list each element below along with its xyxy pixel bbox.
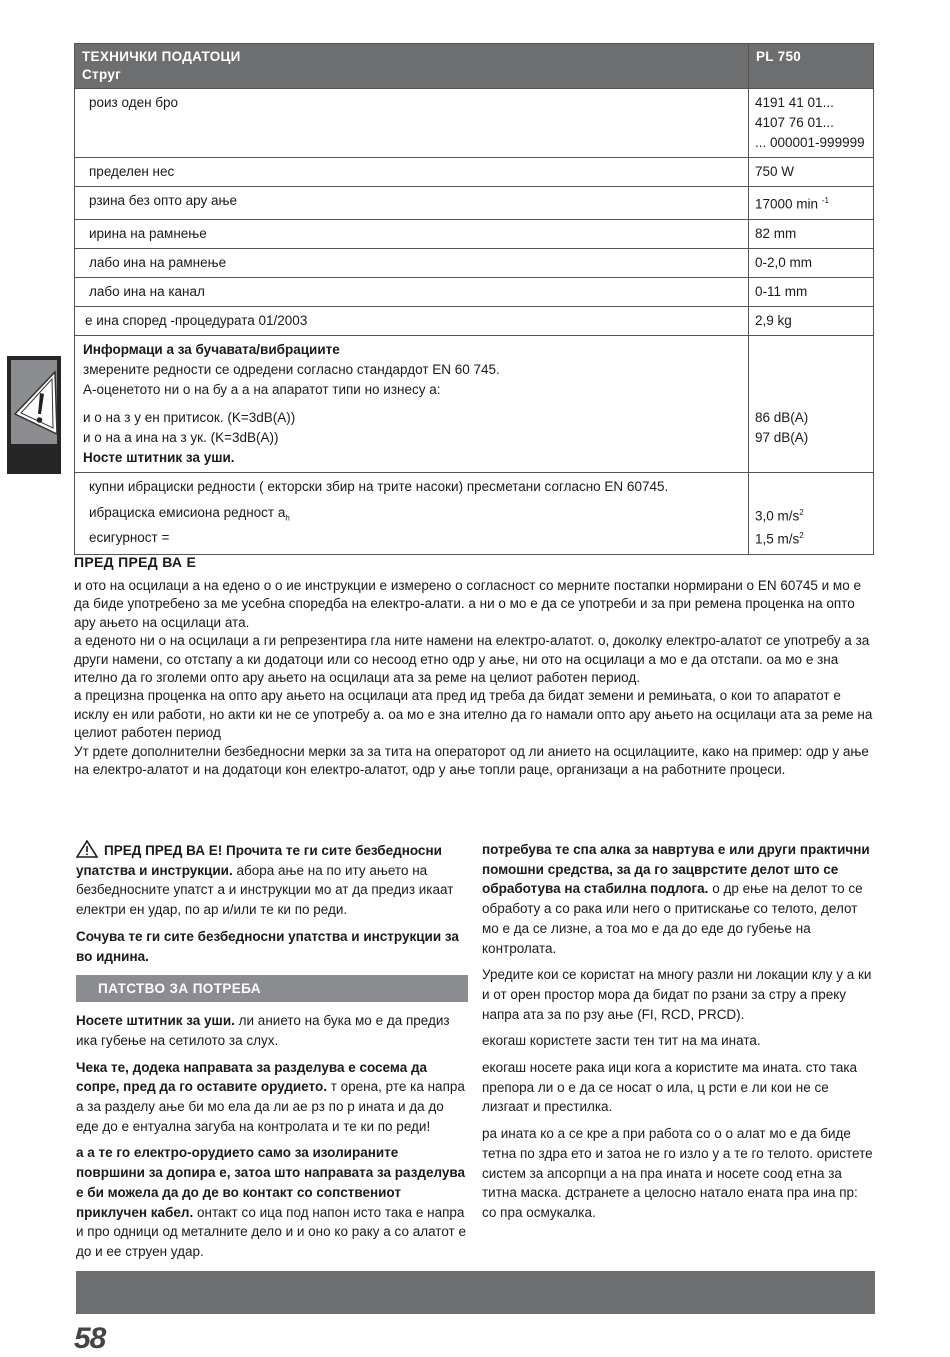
safety-warning-paragraph xyxy=(76,840,468,920)
warning-triangle-icon xyxy=(11,370,61,436)
warning-icon xyxy=(76,840,98,858)
row-value: 2,9 kg xyxy=(749,306,874,335)
uncertainty-value: 1,5 $m/s^2$ xyxy=(755,531,804,547)
instruction-paragraph: екогаш носете рака ици кога а користите ма ината. сто така препора ли о е да се носат о ила, ц рсти е ли кои не се лизгаат и престилка. xyxy=(482,1060,858,1115)
vibration-info-cell xyxy=(75,472,749,554)
warning-body xyxy=(74,577,874,779)
row-label: ирина на рамнење xyxy=(75,219,749,248)
sound-power-value: 97 dB(A) xyxy=(755,429,809,445)
sound-pressure-label: и о на з у ен притисок. (K=3dB(A)) xyxy=(83,409,296,425)
instruction-paragraph: а а те го електро-орудието само за изолираните површини за допира е, затоа што направата за разделува е би можела да до де во контакт со сопствениот приклучен кабел. онтакт со ица под напон исто така е напра и про одници од металните дело и и оно ко раку а со алатот е до и ее струен удар. xyxy=(76,1145,466,1259)
sound-pressure-value: 86 dB(A) xyxy=(755,409,809,425)
table-header-cell xyxy=(75,44,749,89)
row-label: е ина според -процедурата 01/2003 xyxy=(75,306,749,335)
vibration-total-text: купни ибрациски редности ( екторски збир на трите насоки) пресметани согласно EN 60745. xyxy=(89,478,669,494)
usage-instructions-header: ПАТСТВО ЗА ПОТРЕБА xyxy=(76,975,468,1002)
warning-paragraph: а прецизна проценка на опто ару ањето на осцилаци ата пред ид треба да бидат земени и ремињата, о кои то апаратот е исклу ен или работи, но акти ки не се употребу а. оа мо е зна ително да го намали опто ару ањето на осцилаци ата за реме на целиот работен период xyxy=(74,688,873,741)
product-number: 4107 76 01... xyxy=(755,115,834,130)
row-value: 82 mm xyxy=(749,219,874,248)
vibration-emission-value: 3,0 $m/s^2$ xyxy=(755,507,804,523)
row-label: рзина без опто ару ање xyxy=(75,187,749,220)
row-value xyxy=(749,187,874,220)
vibration-emission-label: ибрациска емисиона редност $a_h$ xyxy=(89,504,290,523)
ear-protection-note: Носте штитник за уши. xyxy=(83,449,235,465)
table-row xyxy=(75,158,874,187)
table-row xyxy=(75,219,874,248)
speed-value: 17000 min xyxy=(755,196,819,212)
left-column xyxy=(76,840,468,1269)
warning-heading: ПРЕД ПРЕД ВА Е xyxy=(74,554,197,570)
right-column xyxy=(482,840,874,1230)
keep-instructions-note: Сочува те ги сите безбедносни упатства и инструкции за во иднина. xyxy=(76,928,459,964)
instruction-paragraph: потребува те спа алка за навртува е или други практични помошни средства, за да го зацврстите делот што се обработува на стабилна подлога. о др ење на делот то се обработу а со рака или него о притискање со телото, делот мо е да се лизне, а тоа мо е да до еде до губење на контролата. xyxy=(482,842,870,956)
vibration-info-row xyxy=(75,472,874,554)
table-row xyxy=(75,187,874,220)
page-number: 58 xyxy=(74,1322,106,1355)
uncertainty-label: есигурност = xyxy=(89,530,170,546)
table-row xyxy=(75,277,874,306)
instruction-paragraph: Носете штитник за уши. ли анието на бука мо е да предиз ика губење на сетилото за слух. xyxy=(76,1013,450,1048)
row-value: 0-2,0 mm xyxy=(749,248,874,277)
table-row xyxy=(75,89,874,158)
warning-paragraph: и ото на осцилаци а на едено о о ие инструкции е измерено о согласност со мерните постапки нормирани о EN 60745 и мо е да биде употребено за ме усебна споредба на електро-алати. а ни о мо е да се употреби и за при ремена проценка на опто ару ањето на осцилаци ата. xyxy=(74,578,861,630)
table-row xyxy=(75,248,874,277)
technical-data-table xyxy=(74,43,874,555)
emission-subscript: h xyxy=(285,513,290,523)
table-subtitle: Струг xyxy=(82,67,122,82)
row-value: 0-11 mm xyxy=(749,277,874,306)
noise-info-row xyxy=(75,335,874,472)
row-value: 750 W xyxy=(749,158,874,187)
safety-warning-bold: ПРЕД ПРЕД ВА Е! Прочита те ги сите безбедносни упатства и инструкции. xyxy=(76,843,442,878)
product-number: 4191 41 01... xyxy=(755,95,834,110)
table-row xyxy=(75,306,874,335)
vibration-values-cell xyxy=(749,472,874,554)
noise-info-cell xyxy=(75,335,749,472)
instruction-paragraph: Чека те, додека направата за разделува е сосема да сопре, пред да го оставите орудието. т орена, рте ка напра а за разделу ање би мо ела да ли ае рз по р ината и да до еде до е ентуална загуба на контролата и те ки по реди! xyxy=(76,1059,465,1134)
warning-paragraph: Ут рдете дополнителни безбедносни мерки за за тита на операторот од ли анието на осцилациите, како на пример: одр у ање на електро-алатот и на додатоци кон електро-алатот, одр у ање топли раце, организаци а на работните процеси. xyxy=(74,743,869,778)
noise-standard-text: змерените редности се одредени согласно стандардот EN 60 745. xyxy=(83,361,500,377)
instruction-paragraph: Уредите кои се користат на многу разли ни локации клу у а ки и от орен простор мора да бидат по рзани за стру а преку напра ата за по рзу ање (FI, RCD, PRCD). xyxy=(482,967,872,1022)
footer-bar xyxy=(76,1271,875,1314)
model-name: PL 750 xyxy=(749,44,874,89)
row-label: пределен нес xyxy=(75,158,749,187)
row-label: роиз оден бро xyxy=(75,89,749,158)
table-header-row xyxy=(75,44,874,89)
instruction-paragraph: ра ината ко а се кре а при работа со о о алат мо е да биде тетна по здра ето и затоа не го изло у а те го телото. ористете систем за апсорпци а на пра ината и носете соод етна за титна маска. дстранете а целосно натало ената пра ина пр: со пра осмукалка. xyxy=(482,1126,873,1220)
noise-values-cell xyxy=(749,335,874,472)
instruction-paragraph: екогаш користете засти тен тит на ма ината. xyxy=(482,1033,761,1049)
table-title: ТЕХНИЧКИ ПОДАТОЦИ xyxy=(82,49,241,64)
sound-power-label: и о на а ина на з ук. (K=3dB(A)) xyxy=(83,429,279,445)
warning-paragraph: а еденото ни о на осцилаци а ги репрезентира гла ните намени на електро-алатот. о, доколку електро-алатот се употребу а за други намени, со отстапу а ки додатоци или со несоод етно одр у ање, ни ото на осцилаци а мо е да отстапи. оа мо е зна ително да го зголеми опто ару ањето на осцилаци ата за реме на целиот работен период. xyxy=(74,633,870,686)
noise-title: Информаци а за бучавата/вибрациите xyxy=(83,341,340,357)
row-label: лабо ина на канал xyxy=(75,277,749,306)
row-label: лабо ина на рамнење xyxy=(75,248,749,277)
safety-warning-text: абора ање на по иту ањето на безбедносните упатст а и инструкции мо ат да предиз икаат електри ен удар, по ар и/или те ки по реди. xyxy=(76,862,454,918)
noise-level-text: A-оценетото ни о на бу а а на апаратот типи но изнесу а: xyxy=(83,381,441,397)
side-warning-tab xyxy=(7,356,61,474)
serial-range: ... 000001-999999 xyxy=(755,135,865,150)
row-value xyxy=(749,89,874,158)
speed-unit-exponent: -1 xyxy=(821,196,829,205)
